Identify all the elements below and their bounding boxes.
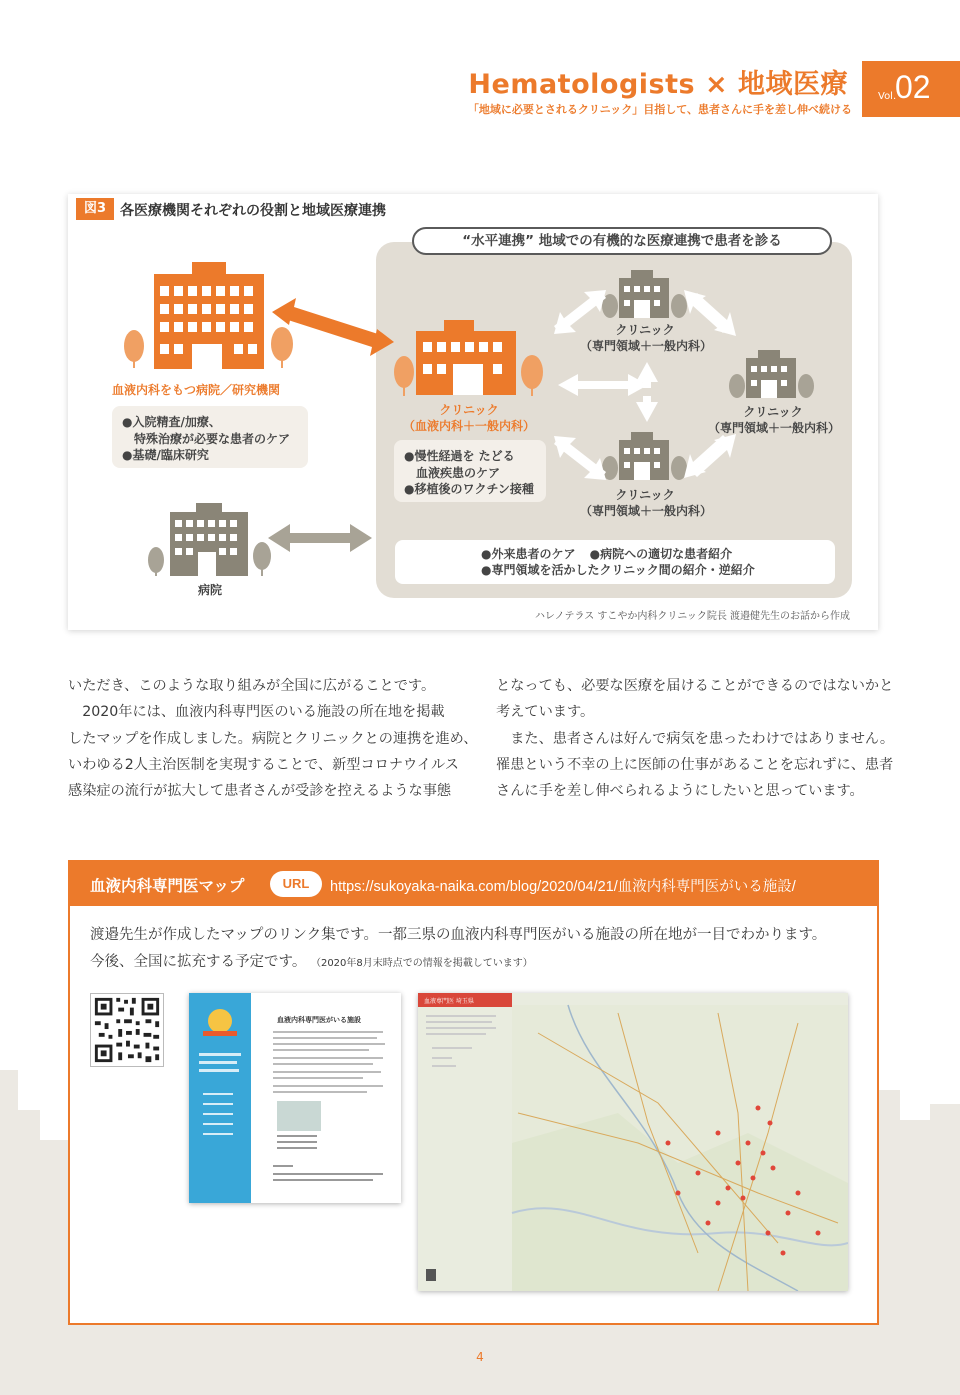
body-line: いただき、このような取り組みが全国に広がることです。 — [68, 678, 436, 694]
note-clinic-referral: ●専門領域を活かしたクリニック間の紹介・逆紹介 — [481, 563, 755, 577]
center-clinic-label — [398, 402, 540, 434]
volume-number: 02 — [895, 69, 931, 105]
clinic-top-line1: クリニック — [615, 323, 675, 337]
general-hospital-icon — [148, 503, 271, 576]
body-column-right — [496, 673, 894, 804]
map-desc-line2: 今後、全国に拡充する予定です。 — [90, 954, 307, 970]
body-line: 感染症の流行が拡大して患者さんが受診を控えるような事態 — [68, 783, 452, 800]
body-line: となっても、必要な医療を届けることができるのではないかと — [496, 678, 894, 694]
note-line: 血液疾患のケア — [416, 465, 501, 480]
qr-code-icon[interactable] — [90, 993, 164, 1067]
body-line: さんに手を差し伸べられるようにしたいと思っています。 — [496, 783, 864, 800]
gray-double-arrow — [268, 524, 372, 552]
body-line: また、患者さんは好んで病気を患ったわけではありません。 — [510, 730, 895, 747]
clinic-bottom-label — [580, 487, 713, 519]
research-hospital-label: 血液内科をもつ病院／研究機関 — [112, 383, 281, 397]
figure-title: 各医療機関それぞれの役割と地域医療連携 — [120, 203, 386, 219]
figure-3 — [68, 194, 878, 630]
clinic-top-label — [580, 322, 713, 354]
map-header — [70, 862, 877, 906]
center-clinic-label-line2: （血液内科＋一般内科） — [402, 419, 535, 433]
note-line: ●入院精査/加療、 — [122, 415, 221, 429]
map-description — [90, 922, 826, 977]
page-number: 4 — [476, 1350, 484, 1364]
body-line: 考えています。 — [496, 704, 595, 721]
clinic-bottom-icon — [602, 432, 687, 480]
map-desc-note: （2020年8月末時点での情報を掲載しています） — [310, 958, 533, 969]
horizontal-cooperation-banner: “水平連携” 地域での有機的な医療連携で患者を診る — [412, 227, 832, 255]
clinic-top-icon — [602, 270, 687, 318]
url-badge: URL — [270, 871, 322, 897]
clinic-right-label — [708, 404, 841, 436]
series-subtitle: 「地域に必要とされるクリニック」目指して、患者さんに手を差し伸べ続ける — [467, 103, 852, 116]
center-clinic-notes — [394, 440, 546, 502]
body-line: 罹患という不幸の上に医師の仕事があることを忘れずに、患者 — [496, 756, 894, 773]
figure-credit: ハレノテラス すこやか内科クリニック院長 渡邉健先生のお話から作成 — [534, 611, 850, 622]
note-line: ●移植後のワクチン接種 — [404, 482, 534, 496]
note-line: 特殊治療が必要な患者のケア — [134, 431, 291, 446]
map-title: 血液内科専門医マップ — [90, 877, 245, 895]
body-line: いわゆる2人主治医制を実現することで、新型コロナウイルス — [68, 756, 459, 773]
note-line: ●慢性経過を たどる — [404, 449, 515, 463]
note-outpatient: ●外来患者のケア — [481, 547, 576, 561]
body-line: したマップを作成しました。病院とクリニックとの連携を進め、 — [68, 730, 478, 747]
hematologist-map-box — [68, 860, 879, 1325]
map-art — [418, 993, 848, 1291]
clinic-top-line2: （専門領域＋一般内科） — [580, 339, 713, 353]
map-panel-title: 血液専門医 埼玉県 — [424, 998, 474, 1005]
note-referral: ●病院への適切な患者紹介 — [589, 547, 733, 561]
volume-label: Vol. — [878, 91, 897, 102]
clinic-right-icon — [729, 350, 814, 398]
clinic-bottom-line1: クリニック — [615, 488, 675, 502]
map-desc-line1: 渡邉先生が作成したマップのリンク集です。一都三県の血液内科専門医がいる施設の所在地が一目でわかります。 — [90, 927, 827, 943]
body-line: 2020年には、血液内科専門医のいる施設の所在地を掲載 — [82, 704, 445, 721]
volume-badge — [862, 61, 960, 117]
blog-screenshot — [189, 993, 401, 1203]
center-clinic-icon — [394, 320, 543, 396]
research-hospital-icon — [124, 262, 293, 369]
map-url-link[interactable]: https://sukoyaka-naika.com/blog/2020/04/21/血液内科専門医がいる施設/ — [330, 879, 796, 895]
center-clinic-label-line1: クリニック — [439, 403, 499, 417]
clinic-right-line1: クリニック — [743, 405, 803, 419]
cooperation-notes — [395, 540, 835, 584]
body-column-left — [68, 673, 477, 804]
clinic-right-line2: （専門領域＋一般内科） — [708, 421, 841, 435]
note-line: ●基礎/臨床研究 — [122, 448, 209, 462]
research-hospital-notes — [112, 406, 308, 468]
blog-heading: 血液内科専門医がいる施設 — [277, 1016, 361, 1024]
general-hospital-label: 病院 — [197, 583, 222, 597]
google-map-screenshot — [418, 993, 848, 1291]
series-title: Hematologists × 地域医療 — [468, 69, 848, 100]
figure-tag: 図3 — [76, 198, 114, 220]
clinic-bottom-line2: （専門領域＋一般内科） — [580, 504, 713, 518]
